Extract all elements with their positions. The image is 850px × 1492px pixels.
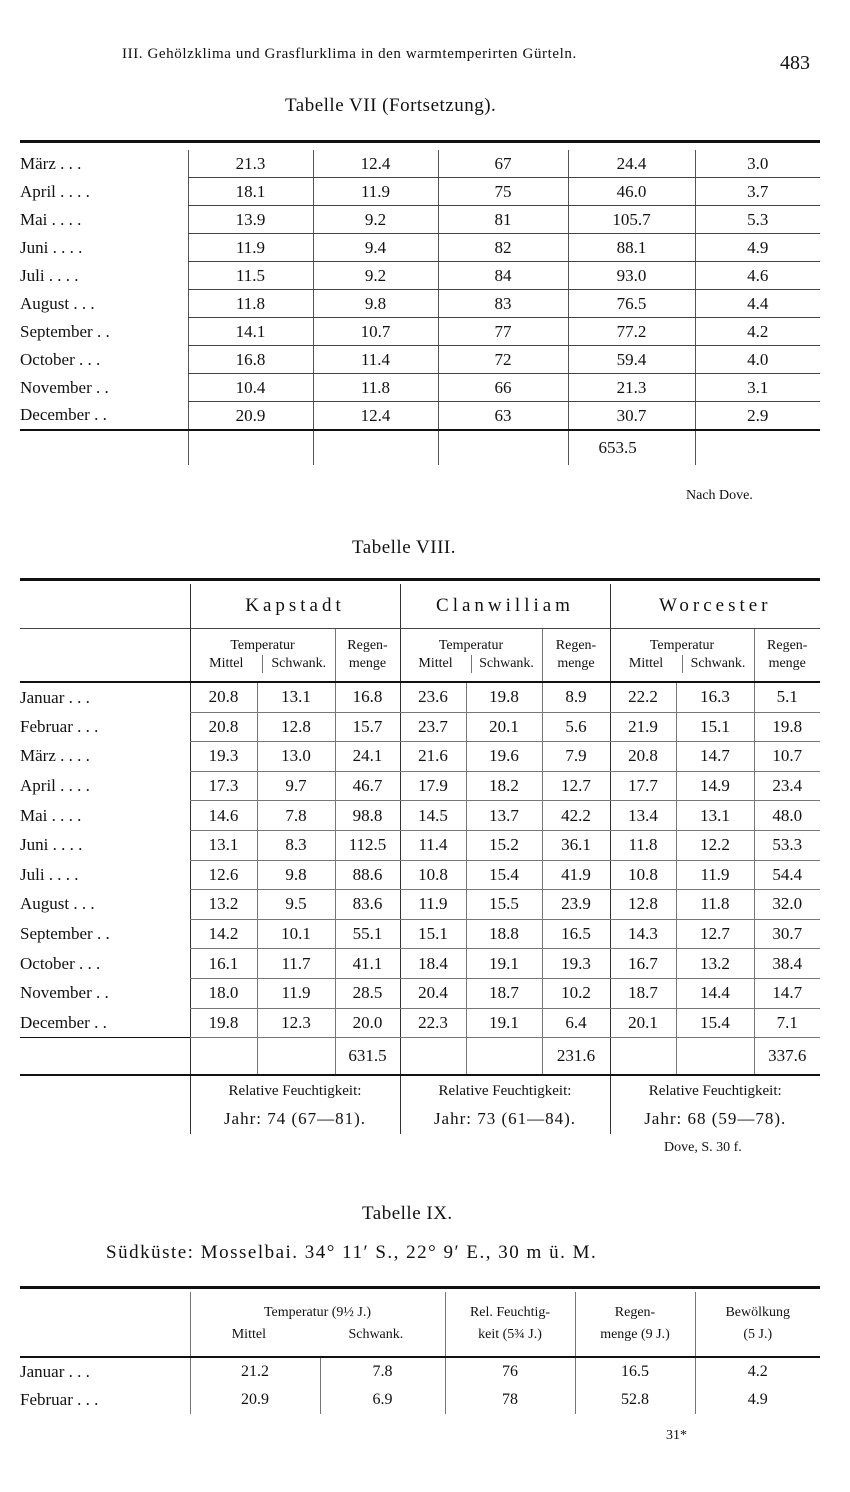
table-cell: 18.7 [610, 978, 676, 1008]
table-cell: 12.2 [676, 830, 754, 860]
table-cell: 12.8 [610, 890, 676, 920]
table7-total: 653.5 [568, 430, 695, 465]
table-cell: 18.0 [190, 978, 257, 1008]
mittel-label: Mittel [418, 656, 453, 671]
table-row [20, 890, 820, 920]
rf-label: Relative Feuchtigkeit: [648, 1083, 782, 1100]
table-cell: 3.1 [695, 374, 820, 402]
table-cell: 105.7 [568, 206, 695, 234]
table-cell: 21.6 [400, 742, 466, 772]
total-blank [400, 1038, 466, 1076]
total-value: 337.6 [754, 1038, 820, 1076]
month-label: März . . . [20, 153, 82, 173]
regen-label-2: menge [348, 656, 387, 671]
table-cell: 20.1 [610, 1008, 676, 1038]
table-cell: 7.1 [754, 1008, 820, 1038]
table-cell: 13.2 [676, 949, 754, 979]
table-cell: 13.4 [610, 801, 676, 831]
table-row [20, 1386, 820, 1414]
month-label: Mai . . . . [20, 805, 82, 825]
table-cell: 72 [438, 346, 568, 374]
t9-head-bew1: Bewölkung [725, 1305, 791, 1320]
month-label: März . . . . [20, 746, 90, 766]
table-row [20, 978, 820, 1008]
relative-humidity [190, 1075, 400, 1134]
table-cell: 11.8 [610, 830, 676, 860]
table-cell: 7.8 [257, 801, 335, 831]
table-cell: 15.1 [676, 712, 754, 742]
table-cell: 10.4 [188, 374, 313, 402]
table-cell: 9.2 [313, 206, 438, 234]
schwank-label: Schwank. [682, 655, 754, 673]
page-signature: 31* [666, 1428, 687, 1443]
table-cell: 19.3 [190, 742, 257, 772]
table-cell: 11.9 [188, 234, 313, 262]
table-cell: 38.4 [754, 949, 820, 979]
table-cell: 76 [445, 1357, 575, 1386]
station-worcester: Worcester [610, 584, 820, 629]
regen-label-1: Regen- [347, 638, 388, 653]
month-label: Juli . . . . [20, 864, 79, 884]
table-cell: 10.7 [754, 742, 820, 772]
table-cell: 5.1 [754, 682, 820, 712]
table-cell: 55.1 [335, 919, 400, 949]
t9-head-bew2: (5 J.) [743, 1327, 773, 1342]
table-cell: 48.0 [754, 801, 820, 831]
table-row [20, 742, 820, 772]
table8 [20, 584, 820, 1134]
table-cell: 6.9 [320, 1386, 445, 1414]
table7-total-row [20, 430, 820, 465]
table-cell: 4.9 [695, 1386, 820, 1414]
table-cell: 15.5 [466, 890, 542, 920]
table8-source: Dove, S. 30 f. [664, 1140, 742, 1155]
table7-body [20, 150, 820, 430]
t9-head-regen1: Regen- [614, 1305, 656, 1320]
table-cell: 14.9 [676, 771, 754, 801]
table-cell: 15.2 [466, 830, 542, 860]
table-cell: 12.4 [313, 150, 438, 178]
table7-top-rule [20, 140, 820, 143]
station-kapstadt: Kapstadt [190, 584, 400, 629]
table-cell: 18.1 [188, 178, 313, 206]
table-cell: 2.9 [695, 402, 820, 431]
regen-label-2: menge [557, 656, 595, 671]
table-cell: 15.4 [676, 1008, 754, 1038]
table-cell: 21.3 [188, 150, 313, 178]
table-cell: 14.4 [676, 978, 754, 1008]
table-cell: 20.1 [466, 712, 542, 742]
station-clanwilliam: Clanwilliam [400, 584, 610, 629]
table-cell: 66 [438, 374, 568, 402]
table-cell: 19.1 [466, 949, 542, 979]
table-cell: 19.8 [466, 682, 542, 712]
table-row [20, 860, 820, 890]
t9-head-temp: Temperatur (9½ J.) [263, 1305, 372, 1320]
table-cell: 9.7 [257, 771, 335, 801]
table-cell: 52.8 [575, 1386, 695, 1414]
table-cell: 20.9 [188, 402, 313, 431]
table-cell: 36.1 [542, 830, 610, 860]
table-cell: 28.5 [335, 978, 400, 1008]
table-cell: 4.4 [695, 290, 820, 318]
table-row [20, 830, 820, 860]
table-cell: 9.5 [257, 890, 335, 920]
table-cell: 18.4 [400, 949, 466, 979]
table-cell: 13.1 [257, 682, 335, 712]
table-row [20, 374, 820, 402]
table-cell: 11.9 [257, 978, 335, 1008]
table-cell: 12.8 [257, 712, 335, 742]
table-cell: 4.2 [695, 318, 820, 346]
month-label: April . . . . [20, 181, 90, 201]
month-label: September . . [20, 924, 110, 944]
table-cell: 18.2 [466, 771, 542, 801]
table-cell: 42.2 [542, 801, 610, 831]
month-label: Januar . . . [20, 687, 90, 707]
table-cell: 16.3 [676, 682, 754, 712]
table-cell: 83.6 [335, 890, 400, 920]
mittel-label: Mittel [628, 656, 664, 671]
table-cell: 9.8 [313, 290, 438, 318]
table-cell: 20.8 [610, 742, 676, 772]
table-row [20, 949, 820, 979]
table-row [20, 290, 820, 318]
table-cell: 10.1 [257, 919, 335, 949]
table-cell: 7.9 [542, 742, 610, 772]
temp-label: Temperatur [649, 638, 715, 653]
table7-title: Tabelle VII (Fortsetzung). [285, 95, 497, 116]
total-blank [466, 1038, 542, 1076]
table-row [20, 1008, 820, 1038]
table-cell: 13.1 [190, 830, 257, 860]
month-label: November . . [20, 377, 109, 397]
table-cell: 88.6 [335, 860, 400, 890]
table-cell: 22.3 [400, 1008, 466, 1038]
table-cell: 82 [438, 234, 568, 262]
total-value: 631.5 [335, 1038, 400, 1076]
rf-value: Jahr: 73 (61—84). [433, 1109, 577, 1129]
table-cell: 12.3 [257, 1008, 335, 1038]
table-cell: 83 [438, 290, 568, 318]
table-cell: 14.7 [676, 742, 754, 772]
table-cell: 19.6 [466, 742, 542, 772]
table-cell: 4.6 [695, 262, 820, 290]
table-cell: 5.6 [542, 712, 610, 742]
table-cell: 77 [438, 318, 568, 346]
table-cell: 14.1 [188, 318, 313, 346]
month-label: Mai . . . . [20, 209, 82, 229]
table-cell: 14.5 [400, 801, 466, 831]
table-cell: 84 [438, 262, 568, 290]
table-row [20, 206, 820, 234]
table-cell: 23.7 [400, 712, 466, 742]
regen-label-1: Regen- [767, 638, 808, 653]
month-label: Juni . . . . [20, 835, 83, 855]
table-cell: 67 [438, 150, 568, 178]
table-cell: 53.3 [754, 830, 820, 860]
total-blank [610, 1038, 676, 1076]
regen-label-2: menge [768, 656, 806, 671]
rf-label: Relative Feuchtigkeit: [438, 1083, 572, 1100]
table-row [20, 150, 820, 178]
total-blank [257, 1038, 335, 1076]
table-cell: 16.5 [542, 919, 610, 949]
table-row [20, 712, 820, 742]
table9 [20, 1292, 820, 1414]
table-cell: 20.0 [335, 1008, 400, 1038]
temp-subheaders [191, 655, 335, 673]
table-cell: 11.9 [676, 860, 754, 890]
rf-value: Jahr: 68 (59—78). [644, 1109, 787, 1129]
month-label: September . . [20, 321, 110, 341]
table-cell: 19.3 [542, 949, 610, 979]
t9-head-mittel: Mittel [231, 1327, 266, 1342]
table-cell: 88.1 [568, 234, 695, 262]
table-cell: 11.4 [400, 830, 466, 860]
table-cell: 23.9 [542, 890, 610, 920]
table-row [20, 771, 820, 801]
table-cell: 30.7 [754, 919, 820, 949]
table-cell: 11.8 [313, 374, 438, 402]
table-cell: 13.7 [466, 801, 542, 831]
table-cell: 16.7 [610, 949, 676, 979]
table-row [20, 402, 820, 431]
schwank-label: Schwank. [262, 655, 335, 673]
table-cell: 21.2 [190, 1357, 320, 1386]
table8-title: Tabelle VIII. [352, 537, 456, 558]
temp-label: Temperatur [230, 638, 295, 653]
table-cell: 32.0 [754, 890, 820, 920]
table9-top-rule [20, 1286, 820, 1289]
table-cell: 11.7 [257, 949, 335, 979]
table-cell: 4.9 [695, 234, 820, 262]
table-cell: 14.6 [190, 801, 257, 831]
table-cell: 77.2 [568, 318, 695, 346]
t9-head-rel2: keit (5¾ J.) [478, 1327, 542, 1342]
table-cell: 20.8 [190, 682, 257, 712]
table-cell: 46.7 [335, 771, 400, 801]
table-cell: 12.7 [676, 919, 754, 949]
month-label: Februar . . . [20, 1390, 99, 1409]
table-cell: 4.0 [695, 346, 820, 374]
table-cell: 10.7 [313, 318, 438, 346]
table-cell: 14.2 [190, 919, 257, 949]
table-cell: 14.7 [754, 978, 820, 1008]
table-cell: 5.3 [695, 206, 820, 234]
temp-label: Temperatur [438, 638, 504, 653]
month-label: December . . [20, 405, 107, 425]
table-cell: 75 [438, 178, 568, 206]
table-cell: 8.9 [542, 682, 610, 712]
rf-value: Jahr: 74 (67—81). [223, 1109, 367, 1129]
table-cell: 21.3 [568, 374, 695, 402]
table-cell: 12.7 [542, 771, 610, 801]
temp-header [610, 629, 754, 683]
table-cell: 78 [445, 1386, 575, 1414]
table-cell: 21.9 [610, 712, 676, 742]
rf-label: Relative Feuchtigkeit: [228, 1083, 362, 1100]
table-cell: 11.9 [400, 890, 466, 920]
month-label: Juni . . . . [20, 237, 83, 257]
table-cell: 8.3 [257, 830, 335, 860]
table-cell: 59.4 [568, 346, 695, 374]
table9-title: Tabelle IX. [362, 1203, 453, 1224]
table-cell: 3.7 [695, 178, 820, 206]
table-cell: 4.2 [695, 1357, 820, 1386]
total-blank [676, 1038, 754, 1076]
schwank-label: Schwank. [471, 655, 542, 673]
relative-humidity [610, 1075, 820, 1134]
table-row [20, 919, 820, 949]
table-cell: 18.7 [466, 978, 542, 1008]
table-cell: 10.8 [610, 860, 676, 890]
table-cell: 20.9 [190, 1386, 320, 1414]
table-cell: 13.0 [257, 742, 335, 772]
table-cell: 11.5 [188, 262, 313, 290]
table-row [20, 682, 820, 712]
table-cell: 16.8 [188, 346, 313, 374]
table-cell: 3.0 [695, 150, 820, 178]
t9-head-rel1: Rel. Feuchtig- [469, 1305, 551, 1320]
regen-header [754, 629, 820, 683]
table-cell: 11.8 [188, 290, 313, 318]
table-cell: 23.4 [754, 771, 820, 801]
table-cell: 24.1 [335, 742, 400, 772]
month-label: Februar . . . [20, 716, 99, 736]
mittel-label: Mittel [209, 656, 244, 671]
month-label: October . . . [20, 349, 101, 369]
month-label: Januar . . . [20, 1362, 90, 1381]
table-cell: 17.9 [400, 771, 466, 801]
table8-top-rule [20, 578, 820, 581]
table-row [20, 1357, 820, 1386]
table-cell: 30.7 [568, 402, 695, 431]
month-label: Juli . . . . [20, 265, 79, 285]
month-label: August . . . [20, 894, 95, 914]
table-cell: 19.8 [754, 712, 820, 742]
table-cell: 54.4 [754, 860, 820, 890]
total-blank [20, 1038, 190, 1076]
table-cell: 24.4 [568, 150, 695, 178]
table-cell: 46.0 [568, 178, 695, 206]
table-cell: 17.3 [190, 771, 257, 801]
table-cell: 15.4 [466, 860, 542, 890]
table-cell: 98.8 [335, 801, 400, 831]
table9-subtitle: Südküste: Mosselbai. 34° 11′ S., 22° 9′ E., 30 m ü. M. [106, 1242, 598, 1263]
table-cell: 12.4 [313, 402, 438, 431]
header-blank [20, 629, 190, 683]
temp-subheaders [401, 655, 542, 673]
table-cell: 20.8 [190, 712, 257, 742]
table-cell: 11.4 [313, 346, 438, 374]
regen-label-1: Regen- [555, 638, 597, 653]
table-cell: 93.0 [568, 262, 695, 290]
relative-humidity [400, 1075, 610, 1134]
month-label: November . . [20, 983, 109, 1003]
table-row [20, 318, 820, 346]
table-cell: 9.8 [257, 860, 335, 890]
table-cell: 16.5 [575, 1357, 695, 1386]
table-cell: 41.9 [542, 860, 610, 890]
t9-head-regen2: menge (9 J.) [600, 1327, 670, 1342]
month-label: April . . . . [20, 776, 90, 796]
regen-header [542, 629, 610, 683]
table-cell: 7.8 [320, 1357, 445, 1386]
table-row [20, 346, 820, 374]
month-label: October . . . [20, 953, 101, 973]
table-cell: 81 [438, 206, 568, 234]
table-row [20, 262, 820, 290]
total-blank [190, 1038, 257, 1076]
table-cell: 15.1 [400, 919, 466, 949]
table-cell: 22.2 [610, 682, 676, 712]
temp-subheaders [611, 655, 754, 673]
table-cell: 63 [438, 402, 568, 431]
table-cell: 76.5 [568, 290, 695, 318]
table-cell: 41.1 [335, 949, 400, 979]
table-row [20, 178, 820, 206]
table-cell: 16.8 [335, 682, 400, 712]
table-cell: 19.1 [466, 1008, 542, 1038]
table7-source: Nach Dove. [686, 488, 753, 503]
table7 [20, 150, 820, 465]
temp-header [400, 629, 542, 683]
page-number: 483 [780, 52, 810, 74]
table-cell: 12.6 [190, 860, 257, 890]
table-cell: 17.7 [610, 771, 676, 801]
table-cell: 14.3 [610, 919, 676, 949]
table-cell: 13.2 [190, 890, 257, 920]
temp-header [190, 629, 335, 683]
month-label: August . . . [20, 293, 95, 313]
total-value: 231.6 [542, 1038, 610, 1076]
table-cell: 23.6 [400, 682, 466, 712]
table-cell: 10.8 [400, 860, 466, 890]
table-cell: 19.8 [190, 1008, 257, 1038]
table-cell: 13.1 [676, 801, 754, 831]
table-cell: 13.9 [188, 206, 313, 234]
table-cell: 15.7 [335, 712, 400, 742]
table-cell: 16.1 [190, 949, 257, 979]
regen-header [335, 629, 400, 683]
t9-head-schwank: Schwank. [348, 1327, 404, 1342]
table-row [20, 801, 820, 831]
table-cell: 18.8 [466, 919, 542, 949]
month-label: December . . [20, 1012, 107, 1032]
running-head: III. Gehölzklima und Grasflurklima in den warmtemperirten Gürteln. [122, 46, 577, 62]
table-cell: 112.5 [335, 830, 400, 860]
rf-blank [20, 1075, 190, 1134]
table-row [20, 234, 820, 262]
table-cell: 6.4 [542, 1008, 610, 1038]
table-cell: 11.8 [676, 890, 754, 920]
table-cell: 9.2 [313, 262, 438, 290]
table-cell: 10.2 [542, 978, 610, 1008]
table-cell: 20.4 [400, 978, 466, 1008]
table-cell: 11.9 [313, 178, 438, 206]
table-cell: 9.4 [313, 234, 438, 262]
